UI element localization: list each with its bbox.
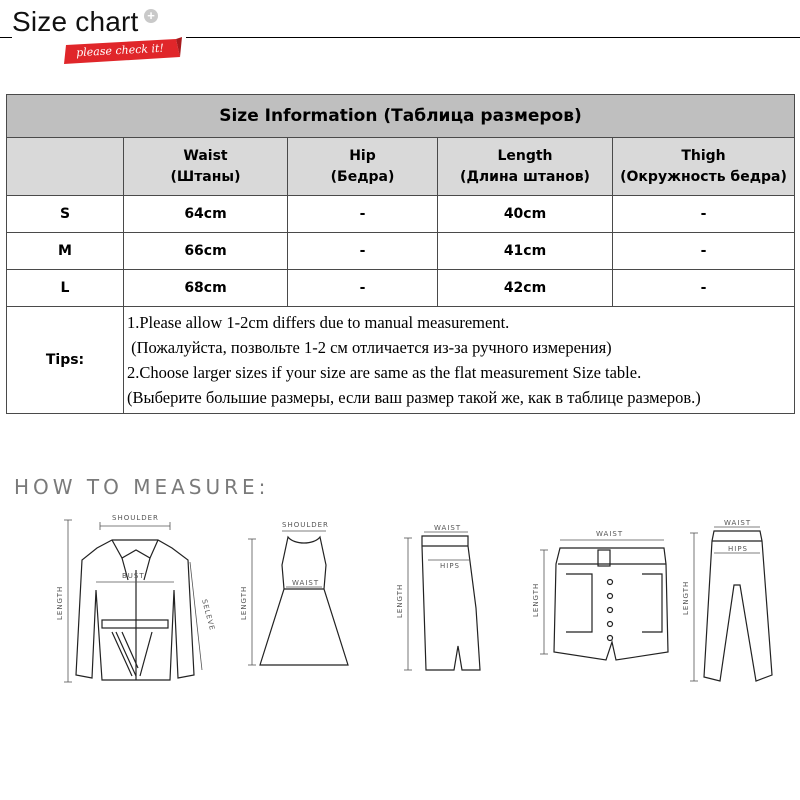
skirt-length-label: LENGTH bbox=[396, 583, 404, 618]
jacket-bust-label: BUST bbox=[122, 572, 145, 580]
header-length: Length bbox=[497, 147, 553, 164]
table-row bbox=[7, 196, 795, 233]
jacket-drawing bbox=[76, 540, 194, 680]
jacket-diagram bbox=[52, 510, 222, 690]
cell-waist: 66cm bbox=[124, 233, 288, 270]
header-hip: Hip bbox=[349, 147, 376, 164]
dress-waist-label: WAIST bbox=[292, 579, 320, 587]
skirt-hips-label: HIPS bbox=[440, 562, 460, 570]
cell-length: 41cm bbox=[438, 233, 613, 270]
cell-hip: - bbox=[288, 233, 438, 270]
header-waist: Waist bbox=[183, 147, 228, 164]
dress-diagram bbox=[238, 515, 368, 685]
cell-hip: - bbox=[288, 270, 438, 307]
ribbon-text: please check it! bbox=[75, 41, 165, 60]
header-waist-sub: (Штаны) bbox=[170, 168, 241, 185]
header-cell-waist bbox=[124, 138, 288, 196]
size-label: S bbox=[7, 196, 124, 233]
tips-label: Tips: bbox=[7, 307, 124, 414]
header-cell-blank bbox=[7, 138, 124, 196]
page-title: Size chart bbox=[12, 6, 139, 37]
table-title-row bbox=[7, 95, 795, 138]
cell-thigh: - bbox=[613, 196, 795, 233]
pants-waist-label: WAIST bbox=[724, 519, 752, 527]
cell-waist: 68cm bbox=[124, 270, 288, 307]
size-table bbox=[6, 94, 795, 414]
table-row bbox=[7, 270, 795, 307]
pants-drawing bbox=[704, 531, 772, 681]
dress-length-label: LENGTH bbox=[240, 585, 248, 620]
pants-hips-label: HIPS bbox=[728, 545, 748, 553]
skirt-waist-label: WAIST bbox=[434, 524, 462, 532]
tip-line: 2.Choose larger sizes if your size are same as the flat measurement Size table. bbox=[127, 363, 642, 382]
cell-thigh: - bbox=[613, 233, 795, 270]
size-label: M bbox=[7, 233, 124, 270]
size-label: L bbox=[7, 270, 124, 307]
header-thigh: Thigh bbox=[681, 147, 726, 164]
jacket-length-label: LENGTH bbox=[56, 585, 64, 620]
tips-row bbox=[7, 307, 795, 414]
tip-line: (Выберите большие размеры, если ваш размер такой же, как в таблице размеров.) bbox=[127, 388, 701, 407]
table-header-row bbox=[7, 138, 795, 196]
table-title: Size Information (Таблица размеров) bbox=[7, 95, 795, 138]
skirt-drawing bbox=[422, 536, 480, 670]
jacket-shoulder-label: SHOULDER bbox=[112, 514, 159, 522]
shorts-drawing bbox=[554, 548, 668, 660]
tip-line: (Пожалуйста, позвольте 1-2 см отличается из-за ручного измерения) bbox=[127, 338, 612, 357]
header-cell-length bbox=[438, 138, 613, 196]
jacket-sleeve-label: SELEVE bbox=[200, 598, 217, 632]
table-row bbox=[7, 233, 795, 270]
pants-diagram bbox=[684, 515, 784, 690]
dress-shoulder-label: SHOULDER bbox=[282, 521, 329, 529]
tip-line: 1.Please allow 1-2cm differs due to manual measurement. bbox=[127, 313, 510, 332]
plus-icon: + bbox=[144, 9, 158, 23]
header-cell-thigh bbox=[613, 138, 795, 196]
shorts-length-label: LENGTH bbox=[532, 582, 540, 617]
cell-waist: 64cm bbox=[124, 196, 288, 233]
dress-drawing bbox=[260, 537, 348, 665]
header-rule-left bbox=[0, 37, 12, 38]
cell-hip: - bbox=[288, 196, 438, 233]
how-to-measure-title: HOW TO MEASURE: bbox=[14, 475, 270, 499]
cell-thigh: - bbox=[613, 270, 795, 307]
header-rule-right bbox=[186, 37, 800, 38]
cell-length: 40cm bbox=[438, 196, 613, 233]
skirt-diagram bbox=[378, 518, 488, 678]
shorts-waist-label: WAIST bbox=[596, 530, 624, 538]
cell-length: 42cm bbox=[438, 270, 613, 307]
header-length-sub: (Длина штанов) bbox=[460, 168, 590, 185]
header-cell-hip bbox=[288, 138, 438, 196]
pants-length-label: LENGTH bbox=[682, 580, 690, 615]
header-thigh-sub: (Окружность бедра) bbox=[620, 168, 787, 185]
tips-body bbox=[124, 307, 795, 414]
shorts-diagram bbox=[522, 522, 682, 672]
header-hip-sub: (Бедра) bbox=[330, 168, 395, 185]
